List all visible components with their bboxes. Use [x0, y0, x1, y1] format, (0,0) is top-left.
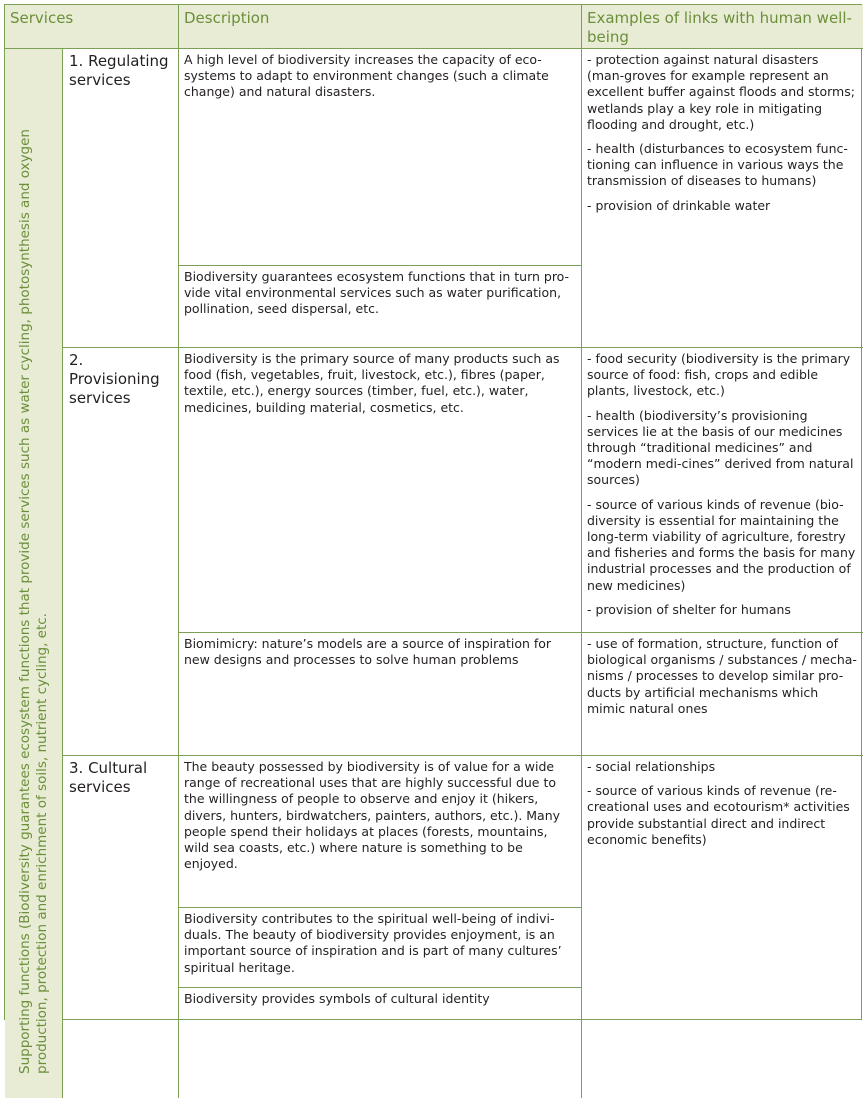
- regulating-description-1-text: A high level of biodiversity increases the capacity of eco-systems to adapt to environment changes (such a climate change) and natural disasters.: [184, 52, 549, 100]
- provisioning-services-title: 2. Provisioning services: [63, 348, 179, 756]
- cultural-description-2-text: Biodiversity contributes to the spiritual well-being of indivi-duals. The beauty of biodiversity provides enjoyment, is an important source of inspiration and is part of many cultures’ spiritual heritage.: [184, 911, 562, 975]
- supporting-functions-text: Supporting functions (Biodiversity guarantees ecosystem functions that provide services such as water cycling, photosynthesis and oxygen production, protection and enrichment of soils, nutrient cycling, etc.: [16, 128, 50, 1074]
- provisioning-description-2-text: Biomimicry: nature’s models are a source of inspiration for new designs and processes to solve human problems: [184, 636, 552, 668]
- services-table: [4, 4, 862, 1074]
- cultural-example-item: - social relationships: [587, 759, 716, 774]
- cultural-examples: [582, 756, 863, 1098]
- provisioning-description-1: [179, 348, 582, 633]
- provisioning-example-item: - health (biodiversity’s provisioning services lie at the basis of our medicines through “traditional medicines” and “modern medi-cines” derived from natural sources): [587, 407, 854, 488]
- regulating-example-item: - provision of drinkable water: [587, 197, 771, 213]
- cultural-description-1: [179, 756, 582, 908]
- supporting-functions-cell: [5, 49, 63, 1098]
- cultural-example-item: - source of various kinds of revenue (re-creational uses and ecotourism* activities provide substantial direct and indirect economic benefits): [587, 783, 850, 847]
- provisioning-example-item: - food security (biodiversity is the primary source of food: fish, crops and edible plants, livestock, etc.): [587, 351, 851, 399]
- provisioning-examples-2: [582, 633, 863, 756]
- cultural-description-3: [179, 988, 582, 1098]
- regulating-description-2: [179, 266, 582, 348]
- header-examples: Examples of links with human well-being: [582, 5, 863, 49]
- provisioning-example-item: - source of various kinds of revenue (bio-diversity is essential for maintaining the long-term viability of agriculture, forestry and fisheries and forms the basis for many industrial processes and the production of new medicines): [587, 496, 856, 593]
- provisioning-example-item: - use of formation, structure, function of biological organisms / substances / mecha-nisms / processes to develop similar pro-ducts by artificial mechanisms which mimic natural ones: [587, 636, 857, 716]
- provisioning-example-item: - provision of shelter for humans: [587, 601, 791, 617]
- regulating-services-title: 1. Regulating services: [63, 49, 179, 348]
- header-description: Description: [179, 5, 582, 49]
- cultural-description-1-text: The beauty possessed by biodiversity is of value for a wide range of recreational uses that are highly successful due to the willingness of people to observe and enjoy it (hikers, divers, hunters, birdwatchers, painters, authors, etc.). Many people spend their holidays at places (forests, mountains, wild sea coasts, etc.) where nature is something to be enjoyed.: [184, 759, 561, 872]
- cultural-description-3-text: Biodiversity provides symbols of cultural identity: [184, 991, 490, 1006]
- header-services: Services: [5, 5, 179, 49]
- cultural-description-2: [179, 908, 582, 988]
- regulating-example-item: - protection against natural disasters (man-groves for example represent an excellent buffer against floods and storms; wetlands play a key role in mitigating flooding and drought, etc.): [587, 52, 855, 132]
- cultural-services-title: 3. Cultural services: [63, 756, 179, 1098]
- provisioning-examples-1: [582, 348, 863, 633]
- regulating-example-item: - health (disturbances to ecosystem func-tioning can influence in various ways the transmission of diseases to humans): [587, 141, 848, 189]
- provisioning-description-2: [179, 633, 582, 756]
- regulating-description-2-text: Biodiversity guarantees ecosystem functions that in turn pro-vide vital environmental services such as water purification, pollination, seed dispersal, etc.: [184, 269, 570, 317]
- provisioning-description-1-text: Biodiversity is the primary source of many products such as food (fish, vegetables, fruit, livestock, etc.), fibres (paper, textile, etc.), energy sources (timber, fuel, etc.), water, medicines, building material, cosmetics, etc.: [184, 351, 560, 415]
- regulating-examples: [582, 49, 863, 348]
- regulating-description-1: [179, 49, 582, 266]
